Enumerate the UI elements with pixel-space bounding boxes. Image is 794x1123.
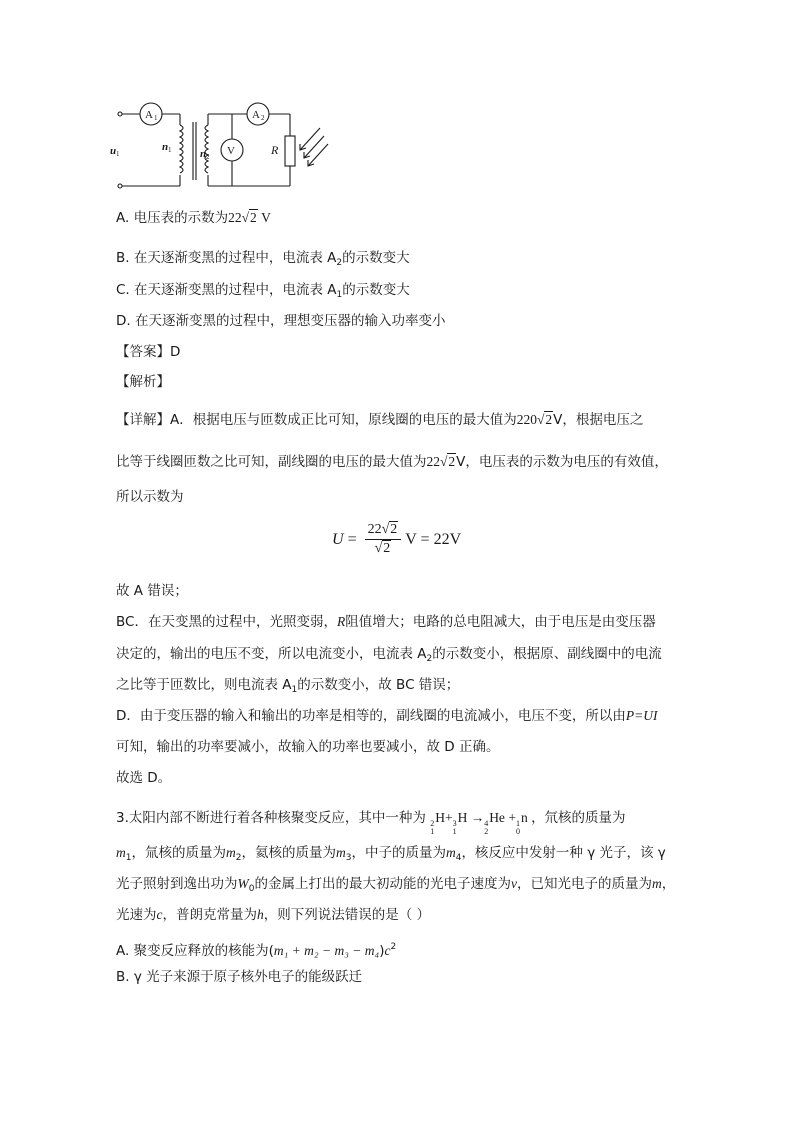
- detail-d-line-1: D．由于变压器的输入和输出的功率是相等的，副线圈的电流减小，电压不变，所以由P=UI: [116, 708, 658, 724]
- q3-stem-line-1: 3.太阳内部不断进行着各种核聚变反应，其中一种为 2 1 H+ 3 1 H → 4 2 He + 1 0 n ，氘核的质量为: [116, 810, 626, 836]
- detail-final-choice: 故选 D。: [116, 770, 172, 786]
- q2-option-b: B. 在天逐渐变黑的过程中，电流表 $A_2$的示数变大: [116, 250, 410, 268]
- analysis-tag: 【解析】: [116, 374, 170, 390]
- voltmeter-label: V: [227, 145, 235, 157]
- detail-paragraph-line-3: 所以示数为: [116, 489, 184, 505]
- q2-option-c: C. 在天逐渐变黑的过程中，电流表 $A_1$的示数变大: [116, 282, 410, 300]
- q3-stem-line-4: 光速为c，普朗克常量为h，则下列说法错误的是（ ）: [116, 907, 431, 923]
- detail-paragraph-line-2: 比等于线圈匝数之比可知，副线圈的电压的最大值为22√2V，电压表的示数为电压的有效值，: [116, 454, 668, 470]
- detail-bc-line-2: 决定的，输出的电压不变，所以电流变小，电流表 $A_2$的示数变小，根据原、副线圈中的电流: [116, 646, 662, 664]
- u1-label: u: [110, 145, 117, 157]
- detail-conclusion-a: 故 A 错误；: [116, 583, 188, 599]
- detail-bc-line-1: BC．在天变黑的过程中，光照变弱，R阻值增大；电路的总电阻减大，由于电压是由变压器: [116, 614, 656, 630]
- resistor-label: R: [271, 143, 279, 157]
- nuclear-reaction-equation: 2 1 H+ 3 1 H → 4 2 He + 1 0 n: [430, 810, 528, 836]
- svg-text:1: 1: [168, 146, 172, 154]
- q3-stem-line-2: $m_1$，氚核的质量为$m_2$，氦核的质量为$m_3$，中子的质量为$m_4$，核反应中发射一种 γ 光子，该 γ: [116, 845, 666, 863]
- svg-text:1: 1: [116, 150, 120, 158]
- svg-text:1: 1: [154, 114, 158, 122]
- transformer-circuit-diagram: [110, 100, 350, 200]
- ammeter-a1-label: A: [145, 109, 153, 121]
- n1-label: n: [162, 141, 169, 153]
- detail-bc-line-3: 之比等于匝数比，则电流表 $A_1$的示数变小，故 BC 错误；: [116, 677, 460, 695]
- ammeter-a2-label: A: [252, 109, 260, 121]
- voltage-formula: U = $\frac{22√2}{√2}$ V = 22V: [332, 522, 462, 556]
- answer-value: D: [170, 344, 181, 360]
- q3-option-a: A. 聚变反应释放的核能为$(m_1 + m_2 - m_3 - m_4)c^2$: [116, 942, 397, 959]
- answer-tag: 【答案】: [116, 344, 170, 360]
- detail-d-line-2: 可知，输出的功率要减小，故输入的功率也要减小，故 D 正确。: [116, 739, 500, 755]
- detail-paragraph-line-1: 【详解】A．根据电压与匝数成正比可知，原线圈的电压的最大值为220√2V，根据电压之: [116, 412, 644, 428]
- answer-line: [116, 342, 180, 362]
- q2-option-a: A. 电压表的示数为22√2 V: [116, 210, 271, 226]
- q2-option-d: D. 在天逐渐变黑的过程中，理想变压器的输入功率变小: [116, 313, 446, 329]
- svg-text:2: 2: [261, 114, 265, 122]
- svg-text:2: 2: [206, 153, 210, 161]
- q3-option-b: B. γ 光子来源于原子核外电子的能级跃迁: [116, 969, 363, 985]
- q3-stem-line-3: 光子照射到逸出功为$W_0$的金属上打出的最大初动能的光电子速度为v，已知光电子的质量为m，: [116, 876, 676, 894]
- n2-label: n: [200, 148, 207, 160]
